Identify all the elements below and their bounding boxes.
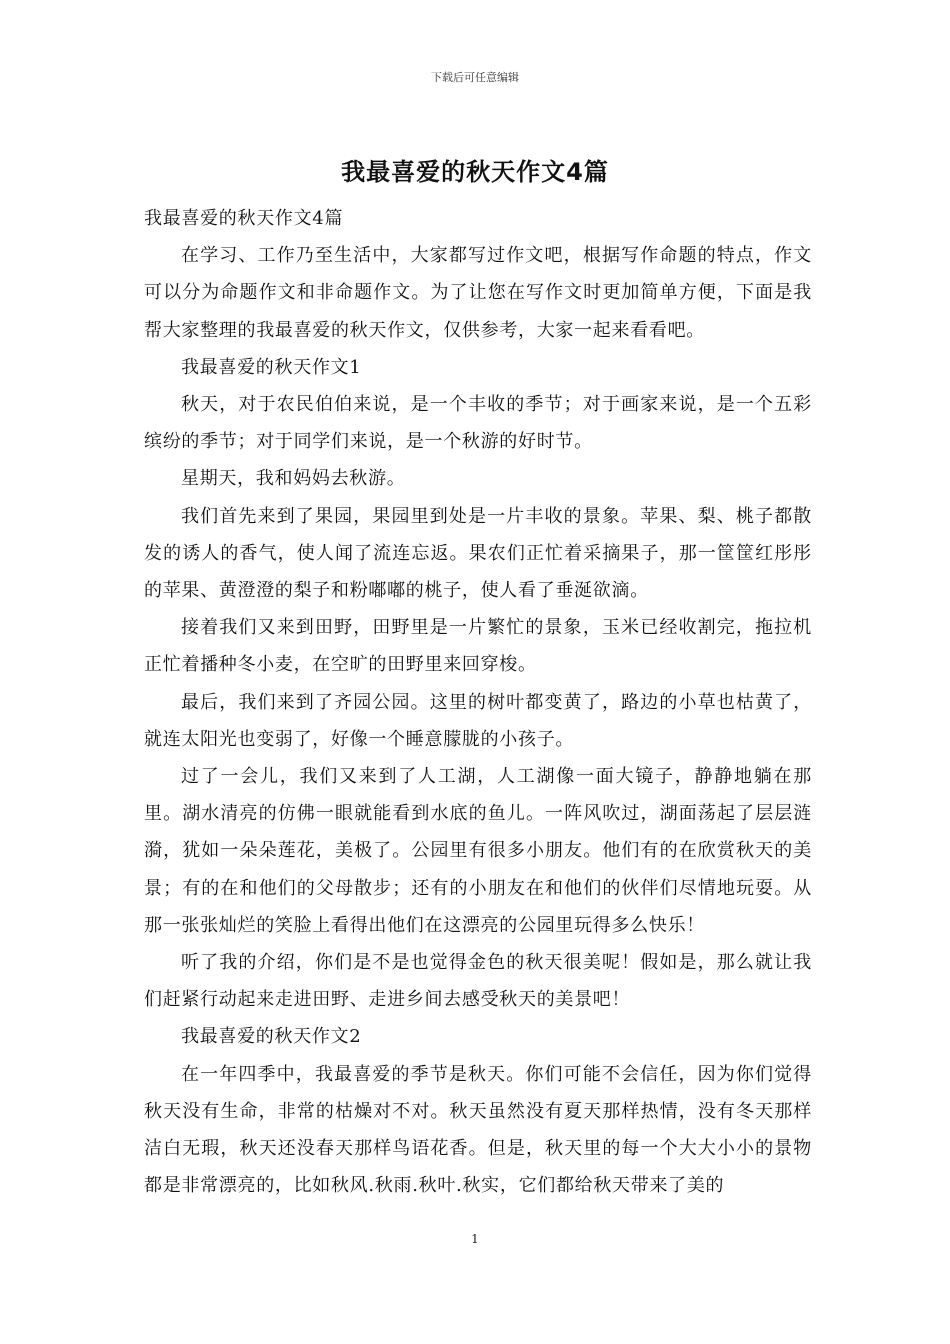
paragraph: 在一年四季中，我最喜爱的季节是秋天。你们可能不会信任，因为你们觉得秋天没有生命，非常的枯燥对不对。秋天虽然没有夏天那样热情，没有冬天那样洁白无瑕，秋天还没春天那样鸟语花香。但是，秋天里的每一个大大小小的景物都是非常漂亮的，比如秋风.秋雨.秋叶.秋实，它们都给秋天带来了美的 xyxy=(144,1063,812,1197)
paragraph: 秋天，对于农民伯伯来说，是一个丰收的季节；对于画家来说，是一个五彩缤纷的季节；对于同学们来说，是一个秋游的好时节。 xyxy=(144,394,812,453)
document-body xyxy=(144,200,812,1204)
document-title: 我最喜爱的秋天作文4篇 xyxy=(341,158,609,186)
paragraph: 星期天，我和妈妈去秋游。 xyxy=(181,468,406,490)
paragraph: 过了一会儿，我们又来到了人工湖，人工湖像一面大镜子，静静地躺在那里。湖水清亮的仿佛一眼就能看到水底的鱼儿。一阵风吹过，湖面荡起了层层涟漪，犹如一朵朵莲花，美极了。公园里有很多小朋友。他们有的在欣赏秋天的美景；有的在和他们的父母散步；还有的小朋友在和他们的伙伴们尽情地玩耍。从那一张张灿烂的笑脸上看得出他们在这漂亮的公园里玩得多么快乐！ xyxy=(144,766,812,936)
intro-paragraph: 在学习、工作乃至生活中，大家都写过作文吧，根据写作命题的特点，作文可以分为命题作文和非命题作文。为了让您在写作文时更加简单方便，下面是我帮大家整理的我最喜爱的秋天作文，仅供参考，大家一起来看看吧。 xyxy=(144,245,812,341)
header-note: 下载后可任意编辑 xyxy=(431,71,519,84)
section-heading-2: 我最喜爱的秋天作文2 xyxy=(181,1026,362,1048)
subtitle-line: 我最喜爱的秋天作文4篇 xyxy=(144,208,344,229)
page-number: 1 xyxy=(471,1232,479,1246)
paragraph: 听了我的介绍，你们是不是也觉得金色的秋天很美呢！假如是，那么就让我们赶紧行动起来走进田野、走进乡间去感受秋天的美景吧！ xyxy=(144,952,812,1011)
paragraph: 最后，我们来到了齐园公园。这里的树叶都变黄了，路边的小草也枯黄了，就连太阳光也变弱了，好像一个睡意朦胧的小孩子。 xyxy=(144,691,812,750)
paragraph: 我们首先来到了果园，果园里到处是一片丰收的景象。苹果、梨、桃子都散发的诱人的香气，使人闻了流连忘返。果农们正忙着采摘果子，那一筐筐红彤彤的苹果、黄澄澄的梨子和粉嘟嘟的桃子，使人看了垂涎欲滴。 xyxy=(144,505,812,602)
paragraph: 接着我们又来到田野，田野里是一片繁忙的景象，玉米已经收割完，拖拉机正忙着播种冬小麦，在空旷的田野里来回穿梭。 xyxy=(144,617,812,676)
section-heading-1: 我最喜爱的秋天作文1 xyxy=(181,356,362,378)
